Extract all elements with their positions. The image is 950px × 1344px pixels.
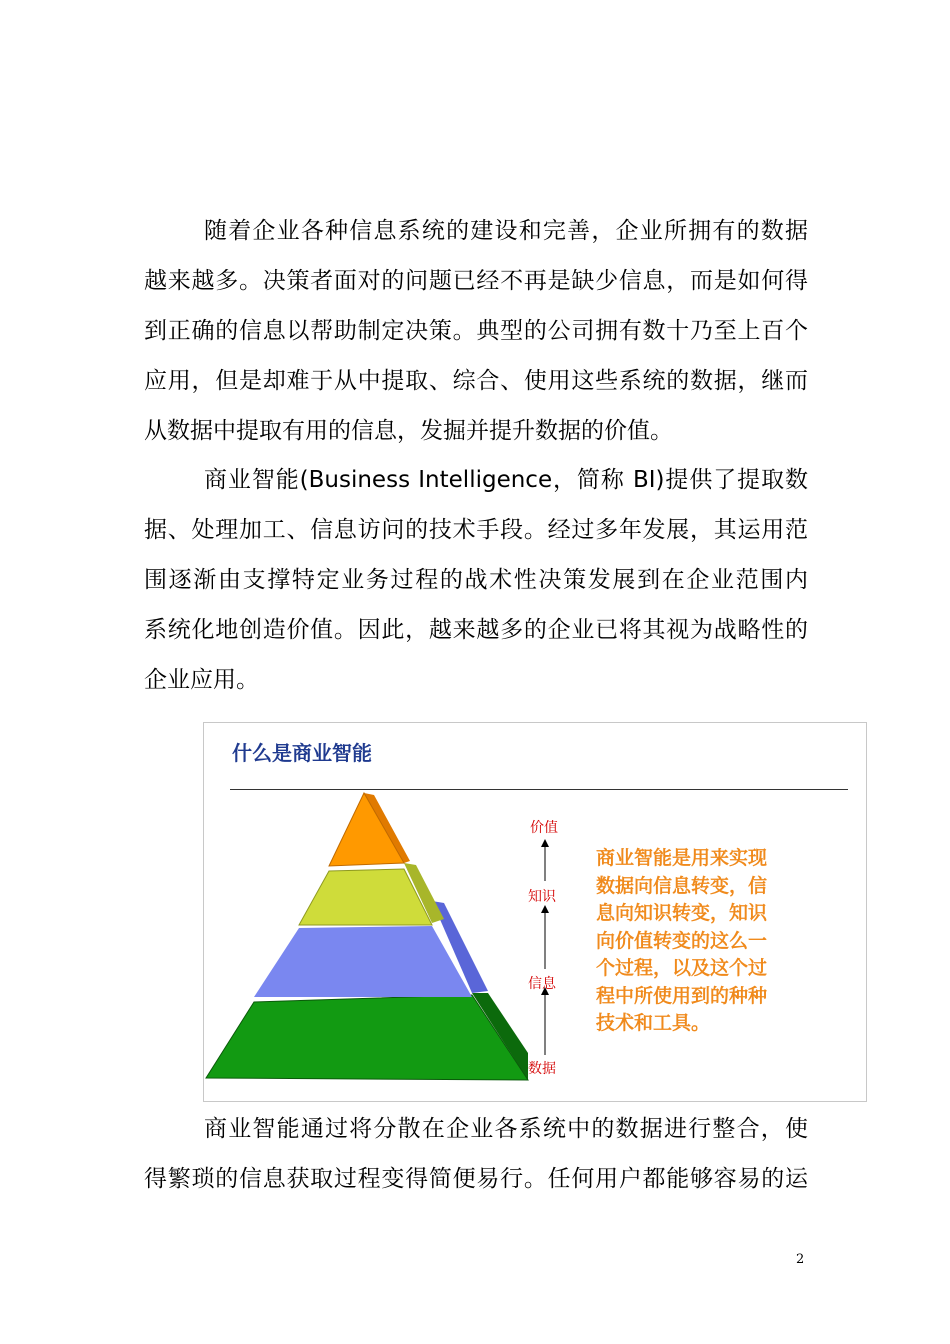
- text-line: 据、处理加工、信息访问的技术手段。经过多年发展，其运用范: [144, 517, 808, 543]
- bi-pyramid-figure: [203, 722, 867, 1102]
- description-line: 程中所使用到的种种: [596, 984, 768, 1007]
- text-line: 应用，但是却难于从中提取、综合、使用这些系统的数据，继而: [144, 368, 808, 394]
- description-line: 数据向信息转变，信: [596, 874, 768, 897]
- description-line: 商业智能是用来实现: [596, 847, 768, 869]
- text-line: 得繁琐的信息获取过程变得简便易行。任何用户都能够容易的运: [144, 1166, 808, 1192]
- description-line: 技术和工具。: [596, 1012, 711, 1034]
- text-line: 从数据中提取有用的信息，发掘并提升数据的价值。: [144, 418, 673, 444]
- level-label-data: 数据: [528, 1061, 556, 1077]
- paragraph-1: [144, 206, 808, 456]
- bi-description: [596, 845, 806, 1038]
- description-line: 息向知识转变，知识: [596, 902, 768, 924]
- text-line: 系统化地创造价值。因此，越来越多的企业已将其视为战略性的: [144, 617, 808, 643]
- data-layer-front: [206, 995, 528, 1080]
- figure-title: 什么是商业智能: [232, 741, 372, 765]
- level-label-knowledge: 知识: [528, 889, 556, 905]
- text-line: 商业智能(Business Intelligence，简称 BI)提供了提取数: [204, 467, 808, 493]
- text-line: 随着企业各种信息系统的建设和完善，企业所拥有的数据: [204, 218, 808, 244]
- text-line: 到正确的信息以帮助制定决策。典型的公司拥有数十乃至上百个: [144, 318, 808, 344]
- info-layer-front: [254, 926, 472, 997]
- text-line: 越来越多。决策者面对的问题已经不再是缺少信息，而是如何得: [144, 268, 808, 294]
- text-line: 围逐渐由支撑特定业务过程的战术性决策发展到在企业范围内: [144, 567, 808, 593]
- paragraph-3: [144, 1104, 808, 1204]
- level-label-value: 价值: [530, 820, 558, 836]
- text-line: 企业应用。: [144, 667, 259, 693]
- paragraph-2: [144, 455, 808, 705]
- description-line: 向价值转变的这么一: [596, 929, 768, 952]
- text-line: 商业智能通过将分散在企业各系统中的数据进行整合，使: [204, 1116, 808, 1142]
- page-number: 2: [796, 1252, 805, 1267]
- level-label-info: 信息: [528, 976, 556, 992]
- description-line: 个过程，以及这个过: [596, 957, 768, 979]
